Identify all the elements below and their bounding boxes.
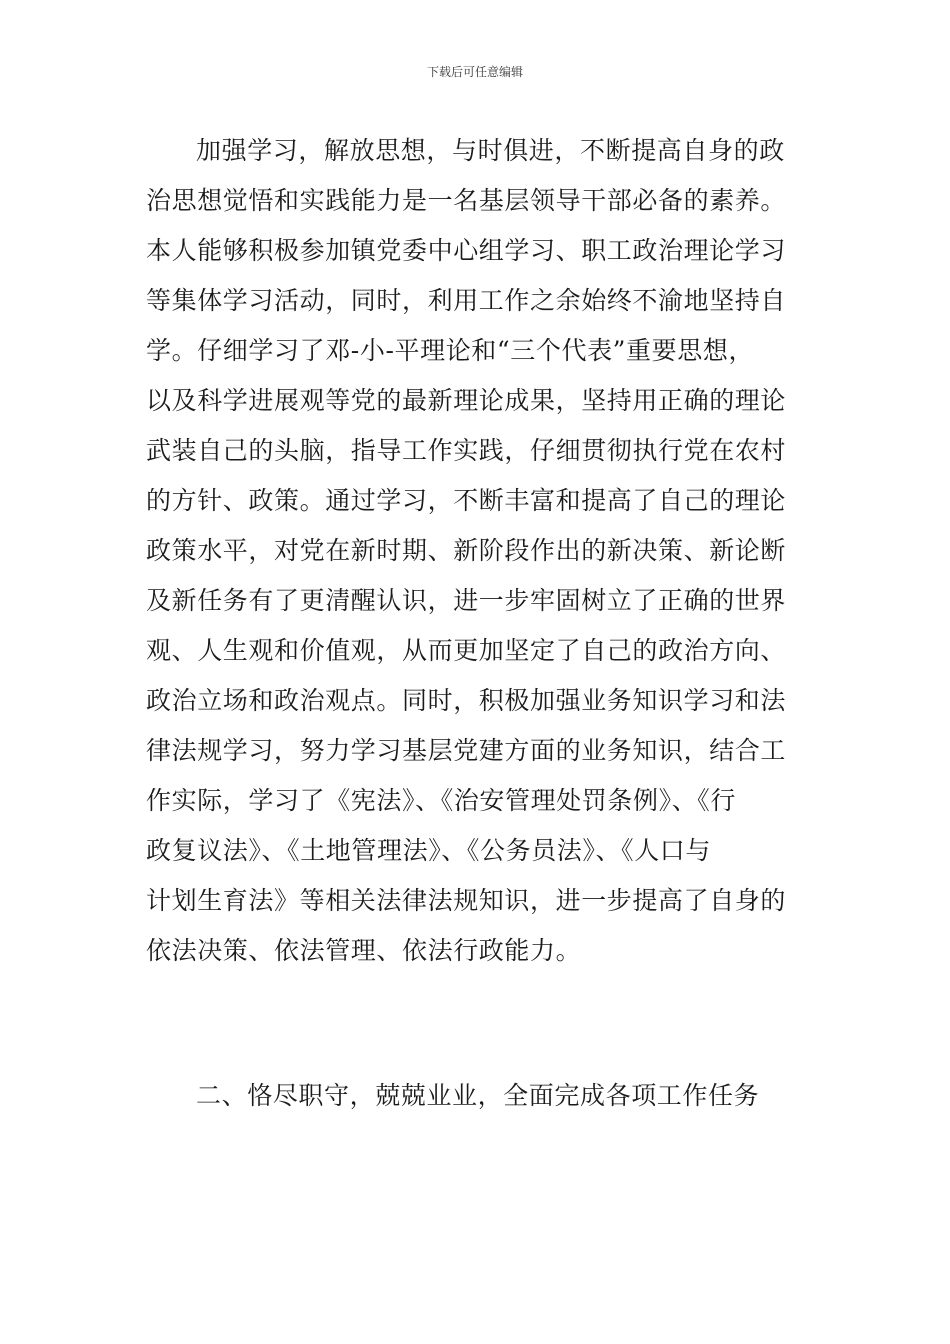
paragraph-line: 等集体学习活动，同时，利用工作之余始终不渝地坚持自 (146, 286, 787, 315)
paragraph-line: 观、人生观和价值观，从而更加坚定了自己的政治方向、 (146, 636, 787, 665)
paragraph-line: 治思想觉悟和实践能力是一名基层领导干部必备的素养。 (146, 186, 787, 215)
paragraph-line: 政复议法》、《土地管理法》、《公务员法》、《人口与 (146, 836, 712, 865)
paragraph-line: 政治立场和政治观点。同时，积极加强业务知识学习和法 (146, 686, 787, 715)
paragraph-line: 计划生育法》等相关法律法规知识，进一步提高了自身的 (146, 886, 787, 915)
paragraph-line: 依法决策、依法管理、依法行政能力。 (146, 936, 582, 965)
paragraph-line: 以及科学进展观等党的最新理论成果，坚持用正确的理论 (146, 386, 787, 415)
paragraph-line: 武装自己的头脑，指导工作实践，仔细贯彻执行党在农村 (146, 436, 787, 465)
paragraph-line: 加强学习，解放思想，与时俱进，不断提高自身的政 (196, 136, 785, 165)
paragraph-line: 学。仔细学习了邓-小-平理论和“三个代表”重要思想， (146, 336, 755, 365)
page-header: 下载后可任意编辑 (426, 65, 523, 79)
body-paragraph (146, 126, 816, 976)
paragraph-line: 律法规学习，努力学习基层党建方面的业务知识，结合工 (146, 736, 787, 765)
section-heading: 二、恪尽职守，兢兢业业，全面完成各项工作任务 (196, 1081, 760, 1110)
paragraph-line: 及新任务有了更清醒认识，进一步牢固树立了正确的世界 (146, 586, 787, 615)
paragraph-line: 作实际，学习了《宪法》、《治安管理处罚条例》、《行 (146, 786, 737, 815)
paragraph-line: 本人能够积极参加镇党委中心组学习、职工政治理论学习 (146, 236, 787, 265)
paragraph-line: 政策水平，对党在新时期、新阶段作出的新决策、新论断 (146, 536, 787, 565)
paragraph-line: 的方针、政策。通过学习，不断丰富和提高了自己的理论 (146, 486, 787, 515)
